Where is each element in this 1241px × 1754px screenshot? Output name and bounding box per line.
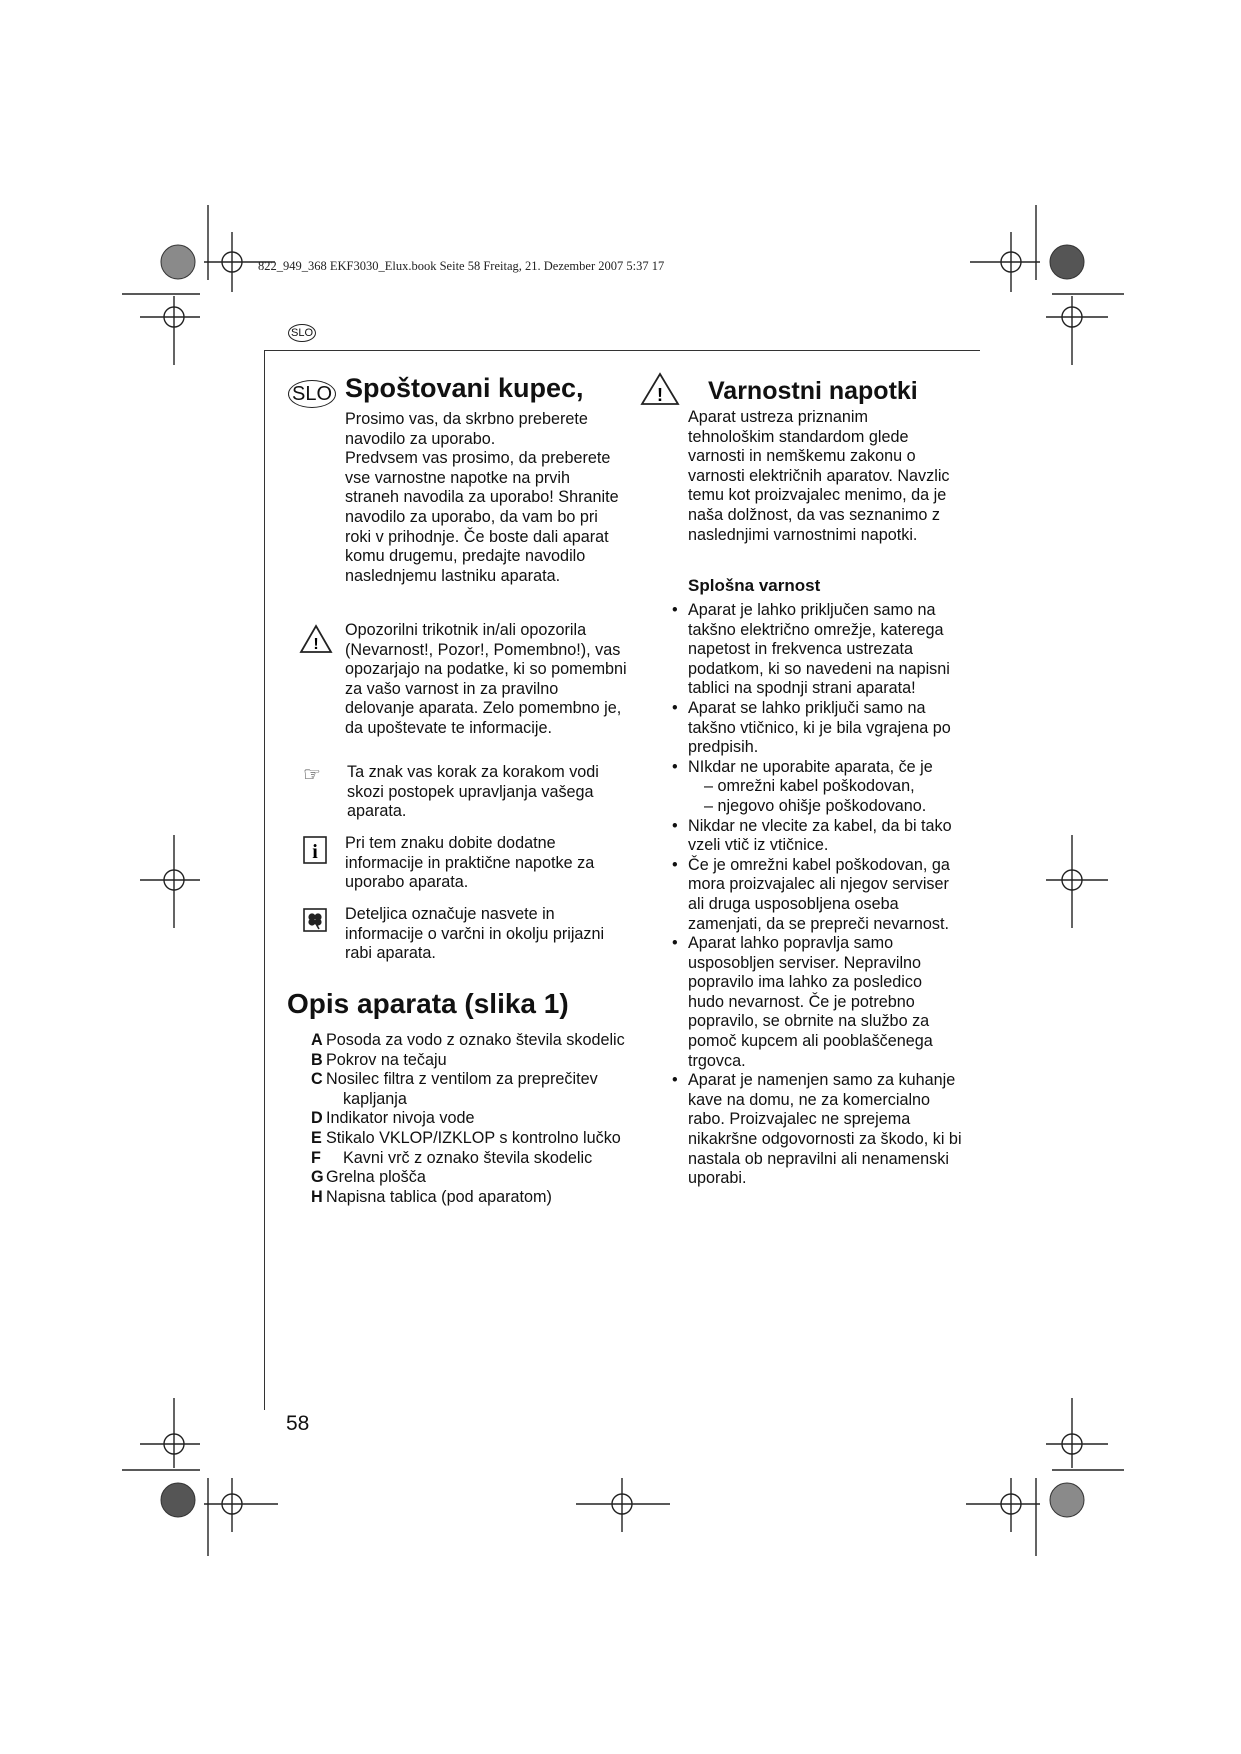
language-badge-small: SLO — [288, 324, 316, 342]
dash-item: – omrežni kabel poškodovan, — [704, 777, 915, 796]
list-item: G Grelna plošča — [311, 1168, 426, 1187]
list-item: • Aparat lahko popravlja samo usposobljen serviser. Nepravilno popravilo ima lahko za posledico hudo nevarnost. Če je potrebno popravilo, se obrnite na službo za pomoč kupcem ali pooblaščenega trgovca. — [672, 934, 933, 1070]
intro-block — [345, 410, 625, 586]
svg-text:!: ! — [657, 385, 663, 405]
eco-note: Deteljica označuje nasvete in informacije o varčni in okolju prijazni rabi aparata. — [345, 905, 605, 963]
step-note: Ta znak vas korak za korakom vodi skozi postopek upravljanja vašega aparata. — [347, 763, 599, 821]
pointing-hand-icon: ☞ — [303, 764, 321, 786]
safety-bullet-list — [672, 601, 962, 1189]
list-item: A Posoda za vodo z oznako števila skodelic — [311, 1031, 625, 1049]
general-safety-subtitle: Splošna varnost — [688, 576, 821, 595]
greeting-title: Spoštovani kupec, — [345, 373, 584, 403]
intro-paragraph-1: Prosimo vas, da skrbno preberete navodilo za uporabo. — [345, 410, 588, 448]
list-item: B Pokrov na tečaju — [311, 1050, 447, 1069]
list-item: H Napisna tablica (pod aparatom) — [311, 1187, 552, 1206]
clover-icon — [303, 908, 327, 932]
list-item: E Stikalo VKLOP/IZKLOP s kontrolno lučko — [311, 1128, 621, 1147]
warning-note: Opozorilni trikotnik in/ali opozorila (Nevarnost!, Pozor!, Pomembno!), vas opozarjajo na podatke, ki so pomembni za vašo varnost in za pravilno delovanje aparata. Zelo pomembno je, da upoštevate te informacije. — [345, 621, 627, 737]
list-item: • Aparat je lahko priključen samo na takšno električno omrežje, katerega napetost in frekvenca ustrezata podatkom, ki so navedeni na napisni tablici na spodnji strani aparata! — [672, 601, 950, 698]
svg-text:!: ! — [313, 636, 319, 653]
list-item: D Indikator nivoja vode — [311, 1109, 475, 1128]
list-item: F Kavni vrč z oznako števila skodelic — [311, 1148, 593, 1167]
page-number: 58 — [286, 1412, 310, 1435]
print-header: 822_949_368 EKF3030_Elux.book Seite 58 Freitag, 21. Dezember 2007 5:37 17 — [258, 259, 665, 273]
svg-text:i: i — [312, 841, 318, 863]
list-item: • Če je omrežni kabel poškodovan, ga mora proizvajalec ali njegov serviser ali druga usposobljena oseba zamenjati, da se prepreči nevarnost. — [672, 855, 950, 933]
safety-intro: Aparat ustreza priznanim tehnološkim standardom glede varnosti in nemškemu zakonu o varnosti električnih aparatov. Navzlic temu kot proizvajalec menimo, da je naša dolžnost, da vas seznanimo z naslednjimi varnostnimi napotki. — [688, 408, 950, 544]
info-icon — [303, 836, 327, 864]
info-note: Pri tem znaku dobite dodatne informacije in praktične napotke za uporabo aparata. — [345, 834, 595, 892]
dash-item: – njegovo ohišje poškodovano. — [704, 796, 927, 815]
list-item: C Nosilec filtra z ventilom za preprečitev kapljanja — [311, 1070, 598, 1108]
top-rule — [264, 350, 980, 351]
intro-paragraph-2: Predvsem vas prosimo, da preberete vse varnostne napotke na prvih straneh navodila za uporabo! Shranite navodilo za uporabo, da vam bo pri roki v prihodnje. Če boste dali aparat komu drugemu, predajte navodilo naslednjemu lastniku aparata. — [345, 449, 619, 585]
list-item: • Aparat se lahko priključi samo na takšno vtičnico, ki je bila vgrajena po predpisih. — [672, 698, 951, 757]
safety-title: Varnostni napotki — [708, 377, 918, 405]
warning-triangle-icon — [299, 624, 333, 654]
language-badge: SLO — [288, 380, 336, 408]
parts-list — [311, 1031, 631, 1207]
warning-triangle-icon — [640, 372, 680, 406]
list-item: • NIkdar ne uporabite aparata, če je – omrežni kabel poškodovan, – njegovo ohišje poškodovano. — [672, 758, 962, 817]
list-item: • Nikdar ne vlecite za kabel, da bi tako vzeli vtič iz vtičnice. — [672, 816, 952, 855]
left-rule — [264, 350, 265, 1410]
list-item: • Aparat je namenjen samo za kuhanje kave na domu, ne za komercialno rabo. Proizvajalec ne sprejema nikakršne odgovornosti za škodo, ki bi nastala ob nepravilni ali nenamenski uporabi. — [672, 1071, 962, 1188]
description-title: Opis aparata (slika 1) — [287, 988, 569, 1019]
